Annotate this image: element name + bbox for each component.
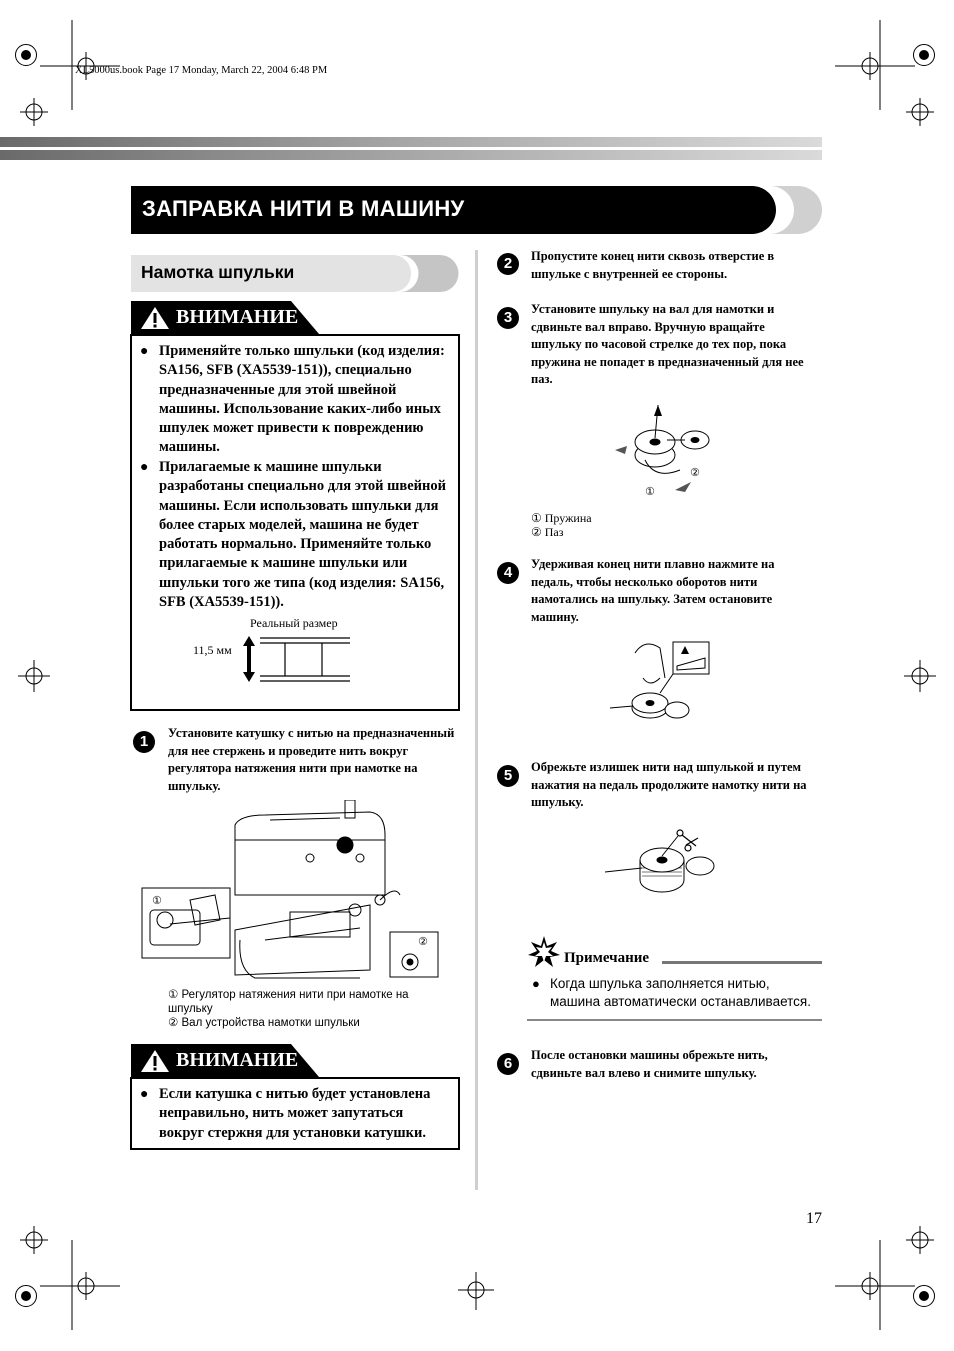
caution-bullet-text: Применяйте только шпульки (код изделия: SA156, SFB (XA5539-151)), специально предназначенные для этой швейной машины. Использование каких-либо иных шпулек может привести к повреждению машины. <box>159 343 445 456</box>
note-text: Когда шпулька заполняется нитью, машина автоматически останавливается. <box>550 976 811 1009</box>
caption-text: Паз <box>544 525 564 539</box>
step-number-badge: 2 <box>497 253 519 275</box>
figure-caption <box>531 511 592 525</box>
step-1-text: Установите катушку с нитью на предназначенный для нее стержень и проведите нить вокруг регулятора натяжения нити при намотке на шпульку. <box>168 726 455 793</box>
caption-mark: ② <box>531 525 542 539</box>
caution-bullet: ● Применяйте только шпульки (код изделия: SA156, SFB (XA5539-151)), специально предназначенные для этой швейной машины. Использование каких-либо иных шпулек может привести к повреждению машины. <box>140 343 445 456</box>
header-gradient-bars <box>0 137 954 161</box>
sewing-machine-figure <box>140 800 445 985</box>
bobbin-cutting-figure <box>600 828 725 896</box>
figure-caption <box>531 525 564 539</box>
title-decor <box>770 186 826 234</box>
column-divider <box>475 250 478 1190</box>
svg-text:①: ① <box>645 485 655 498</box>
bobbin-on-shaft-figure <box>605 400 725 500</box>
caution-bullet-text: Прилагаемые к машине шпульки разработаны специально для этой швейной машины. Если использовать шпульки для более старых моделей, машина не будет работать нормально. Применяйте только прилагаемые к машине шпульки или шпульки того же типа (код изделия: SA156, SFB (XA5539-151)). <box>159 459 446 611</box>
note-rule <box>662 960 822 966</box>
step-number-badge: 1 <box>133 731 155 753</box>
section-subtitle: Намотка шпульки <box>141 262 295 282</box>
caption-mark: ② <box>168 1017 179 1029</box>
caption-text: Вал устройства намотки шпульки <box>181 1017 360 1029</box>
page-number: 17 <box>806 1210 822 1227</box>
note-label: Примечание <box>564 950 650 966</box>
scissors-icon <box>677 830 698 851</box>
warning-triangle-icon <box>140 1049 170 1073</box>
caption-text: Регулятор натяжения нити при намотке на шпульку <box>168 989 409 1015</box>
warning-triangle-icon <box>140 306 170 330</box>
caution-bullet: ● Прилагаемые к машине шпульки разработаны специально для этой швейной машины. Если использовать шпульки для более старых моделей, машина не будет работать нормально. Применяйте только прилагаемые к машине шпульки или шпульки того же типа (код изделия: SA156, SFB (XA5539-151)). <box>140 459 446 611</box>
step-number-badge: 6 <box>497 1053 519 1075</box>
bobbin-size: 11,5 мм <box>193 643 232 657</box>
step-number-badge: 5 <box>497 765 519 787</box>
svg-text:①: ① <box>152 894 162 907</box>
step-number-badge: 3 <box>497 307 519 329</box>
step-4-text: Удерживая конец нити плавно нажмите на педаль, чтобы несколько оборотов нити намотались на шпульку. Затем остановите машину. <box>531 557 775 624</box>
caution-bullet: ● Если катушка с нитью будет установлена неправильно, нить может запутаться вокруг стержня для установки катушки. <box>140 1086 431 1141</box>
page-title: ЗАПРАВКА НИТИ В МАШИНУ <box>142 196 465 221</box>
step-5-text: Обрежьте излишек нити над шпулькой и путем нажатия на педаль продолжите намотку нити на шпульку. <box>531 760 807 809</box>
step-2-text: Пропустите конец нити сквозь отверстие в шпульке с внутренней ее стороны. <box>531 249 775 281</box>
svg-text:②: ② <box>690 466 700 479</box>
svg-text:②: ② <box>418 935 428 948</box>
figure-caption <box>168 1016 443 1030</box>
caption-mark: ① <box>168 989 179 1001</box>
caution-label: ВНИМАНИЕ <box>176 1049 299 1071</box>
caption-text: Пружина <box>544 511 592 525</box>
step-3-text: Установите шпульку на вал для намотки и сдвиньте вал вправо. Вручную вращайте шпульку по часовой стрелке до тех пор, пока пружина не попадет в предназначенный для нее паз. <box>531 302 804 386</box>
bobbin-actual-size-figure <box>240 630 355 688</box>
caution-label: ВНИМАНИЕ <box>176 306 299 328</box>
real-size-label: Реальный размер <box>250 616 338 630</box>
foot-pedal-figure <box>605 638 715 733</box>
note-star-icon <box>527 935 561 969</box>
file-header: XL5000us.book Page 17 Monday, March 22, 2004 6:48 PM <box>75 65 328 76</box>
step-number-badge: 4 <box>497 562 519 584</box>
step-6-text: После остановки машины обрежьте нить, сдвиньте вал влево и снимите шпульку. <box>531 1048 768 1080</box>
bullet-dot: ● <box>532 976 540 991</box>
caption-mark: ① <box>531 511 542 525</box>
figure-caption <box>168 988 443 1016</box>
note-bullet <box>532 975 820 1011</box>
note-bottom-rule <box>527 1019 822 1021</box>
caution-bullet-text: Если катушка с нитью будет установлена неправильно, нить может запутаться вокруг стержня для установки катушки. <box>159 1086 431 1141</box>
